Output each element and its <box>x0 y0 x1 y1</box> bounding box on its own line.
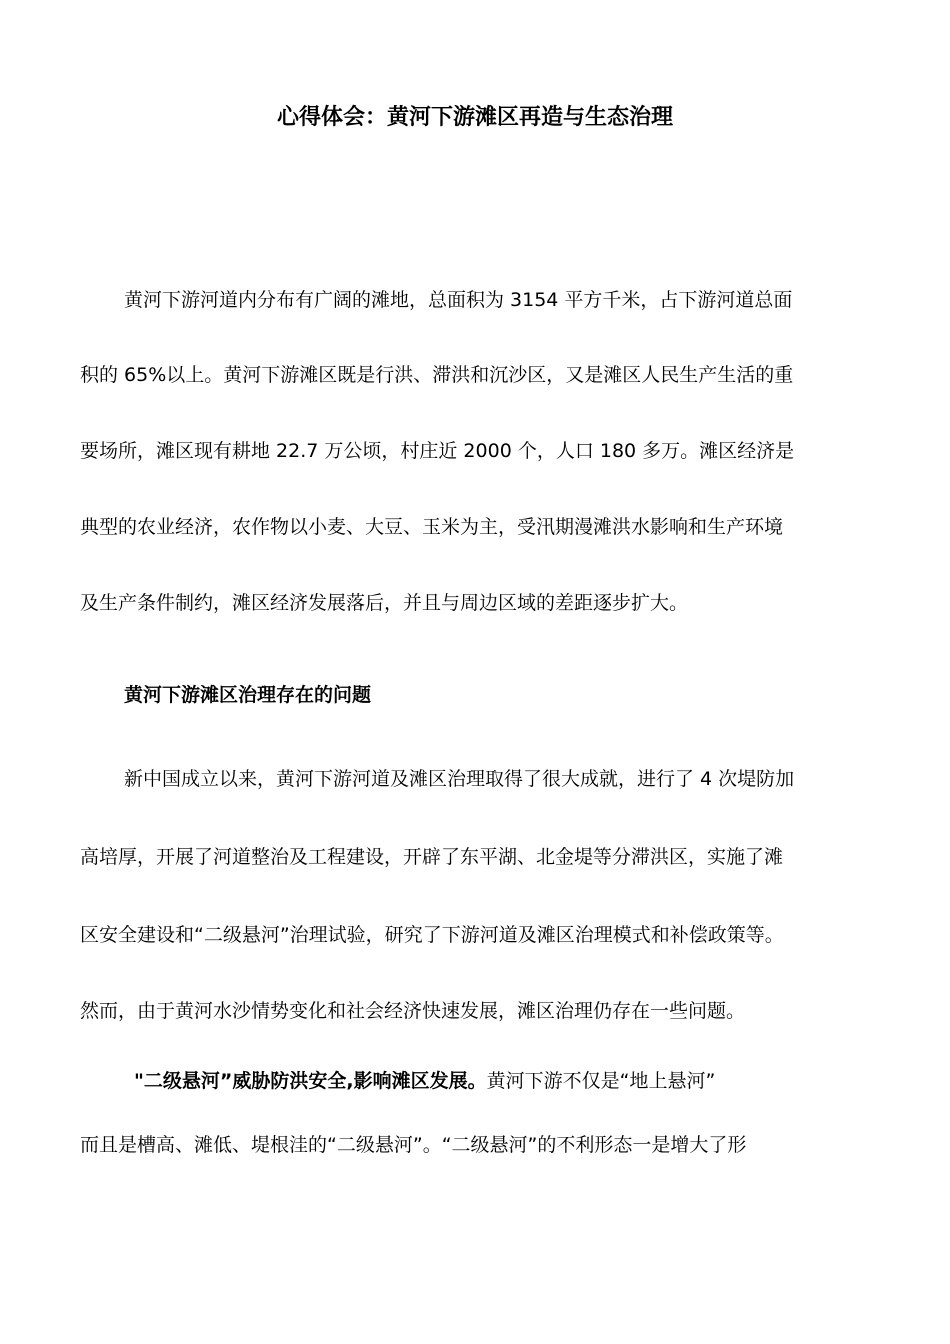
paragraph-line: 及生产条件制约，滩区经济发展落后，并且与周边区域的差距逐步扩大。 <box>80 592 689 614</box>
paragraph-text: 黄河下游不仅是“地上悬河” <box>486 1070 716 1092</box>
document-title: 心得体会：黄河下游滩区再造与生态治理 <box>276 105 673 130</box>
paragraph-line: 黄河下游河道内分布有广阔的滩地，总面积为 3154 平方千米，占下游河道总面 <box>124 289 793 311</box>
paragraph-line: 然而，由于黄河水沙情势变化和社会经济快速发展，滩区治理仍存在一些问题。 <box>80 1000 746 1022</box>
paragraph-line: 要场所，滩区现有耕地 22.7 万公顷，村庄近 2000 个，人口 180 多万。滩区经济是 <box>80 440 795 462</box>
paragraph-line: 典型的农业经济，农作物以小麦、大豆、玉米为主，受汛期漫滩洪水影响和生产环境 <box>80 516 784 538</box>
paragraph-line: 而且是槽高、滩低、堤根洼的“二级悬河”。“二级悬河”的不利形态一是增大了形 <box>80 1134 747 1156</box>
paragraph-line: 高培厚，开展了河道整治及工程建设，开辟了东平湖、北金堤等分滞洪区，实施了滩 <box>80 846 784 868</box>
paragraph-line: 积的 65%以上。黄河下游滩区既是行洪、滞洪和沉沙区，又是滩区人民生产生活的重 <box>80 364 794 386</box>
bold-lead-text: "二级悬河”威胁防洪安全,影响滩区发展。 <box>134 1070 487 1092</box>
paragraph-line: 区安全建设和“二级悬河”治理试验，研究了下游河道及滩区治理模式和补偿政策等。 <box>80 924 784 946</box>
paragraph-line <box>134 1068 934 1094</box>
section-heading: 黄河下游滩区治理存在的问题 <box>124 684 372 706</box>
paragraph-line: 新中国成立以来，黄河下游河道及滩区治理取得了很大成就，进行了 4 次堤防加 <box>124 768 795 790</box>
